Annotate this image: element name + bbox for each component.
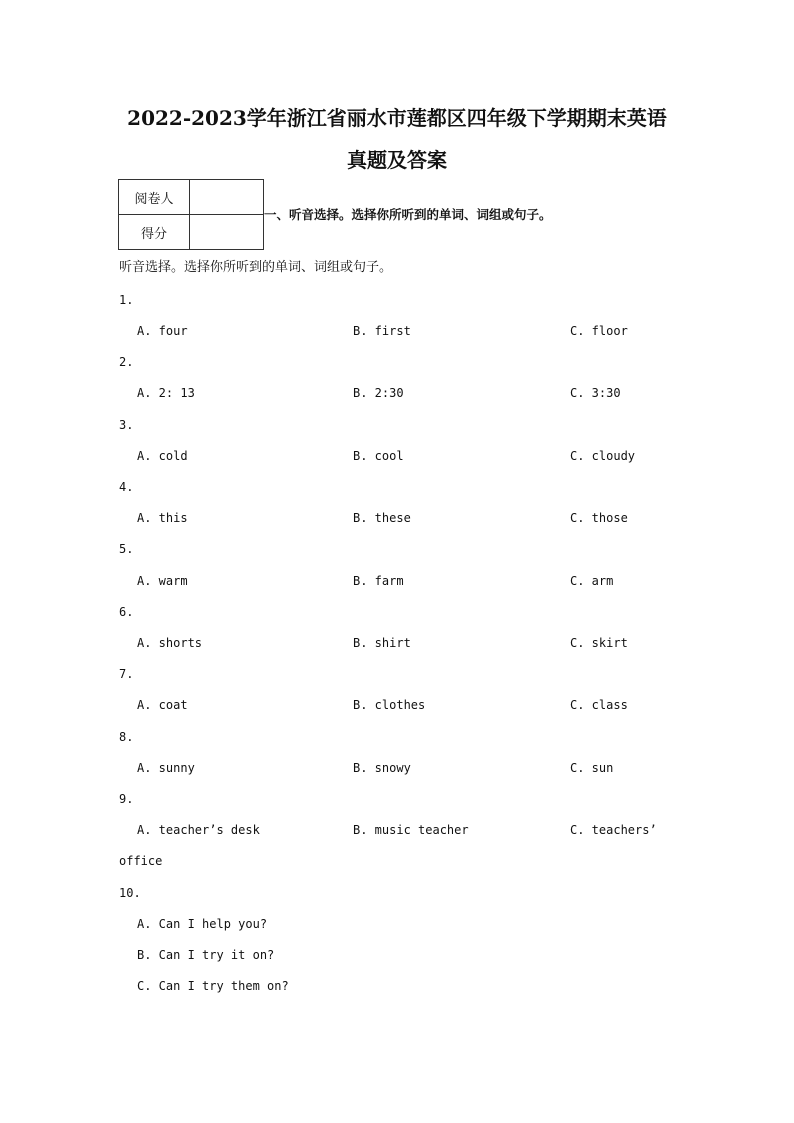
question-number: 6. bbox=[119, 605, 134, 619]
option-c[interactable]: C. class bbox=[570, 698, 628, 712]
score-blank-cell[interactable] bbox=[190, 215, 264, 250]
question-number: 1. bbox=[119, 293, 134, 307]
exam-title-line-1: 2022-2023学年浙江省丽水市莲都区四年级下学期期末英语 bbox=[127, 106, 667, 130]
grader-score-table bbox=[118, 179, 264, 250]
option-b[interactable]: B. these bbox=[353, 511, 411, 525]
option-b[interactable]: B. music teacher bbox=[353, 823, 469, 837]
option-b[interactable]: B. cool bbox=[353, 449, 404, 463]
question-number: 2. bbox=[119, 355, 134, 369]
option-c[interactable]: C. sun bbox=[570, 761, 614, 775]
exam-title-line-2: 真题及答案 bbox=[347, 148, 447, 172]
score-label: 得分 bbox=[119, 215, 190, 250]
option-c[interactable]: C. 3:30 bbox=[570, 386, 621, 400]
score-row bbox=[119, 215, 264, 250]
option-a[interactable]: A. Can I help you? bbox=[137, 917, 268, 931]
option-c[interactable]: C. teachers’ bbox=[570, 823, 657, 837]
option-b[interactable]: B. first bbox=[353, 324, 411, 338]
option-c[interactable]: C. Can I try them on? bbox=[137, 979, 289, 993]
question-number: 3. bbox=[119, 418, 134, 432]
question-number: 4. bbox=[119, 480, 134, 494]
option-a[interactable]: A. coat bbox=[137, 698, 188, 712]
option-c[interactable]: C. skirt bbox=[570, 636, 628, 650]
option-c[interactable]: C. those bbox=[570, 511, 628, 525]
question-number: 7. bbox=[119, 667, 134, 681]
option-b[interactable]: B. farm bbox=[353, 574, 404, 588]
option-b[interactable]: B. 2:30 bbox=[353, 386, 404, 400]
option-a[interactable]: A. sunny bbox=[137, 761, 195, 775]
instruction-text: 听音选择。选择你所听到的单词、词组或句子。 bbox=[119, 260, 393, 275]
grader-row bbox=[119, 180, 264, 215]
option-a[interactable]: A. teacher’s desk bbox=[137, 823, 260, 837]
question-number: 5. bbox=[119, 542, 134, 556]
option-b[interactable]: B. clothes bbox=[353, 698, 426, 712]
option-a[interactable]: A. four bbox=[137, 324, 188, 338]
option-c[interactable]: C. arm bbox=[570, 574, 614, 588]
grader-blank-cell[interactable] bbox=[190, 180, 264, 215]
option-b[interactable]: B. snowy bbox=[353, 761, 411, 775]
option-a[interactable]: A. cold bbox=[137, 449, 188, 463]
section-heading: 一、听音选择。选择你所听到的单词、词组或句子。 bbox=[264, 207, 552, 222]
question-number: 10. bbox=[119, 886, 141, 900]
option-b[interactable]: B. shirt bbox=[353, 636, 411, 650]
question-number: 9. bbox=[119, 792, 134, 806]
option-c[interactable]: C. cloudy bbox=[570, 449, 636, 463]
option-b[interactable]: B. Can I try it on? bbox=[137, 948, 275, 962]
option-a[interactable]: A. shorts bbox=[137, 636, 203, 650]
option-c[interactable]: C. floor bbox=[570, 324, 628, 338]
option-a[interactable]: A. warm bbox=[137, 574, 188, 588]
option-a[interactable]: A. this bbox=[137, 511, 188, 525]
question-number: 8. bbox=[119, 730, 134, 744]
option-c-continuation[interactable]: office bbox=[119, 854, 163, 868]
option-a[interactable]: A. 2: 13 bbox=[137, 386, 195, 400]
grader-label: 阅卷人 bbox=[119, 180, 190, 215]
